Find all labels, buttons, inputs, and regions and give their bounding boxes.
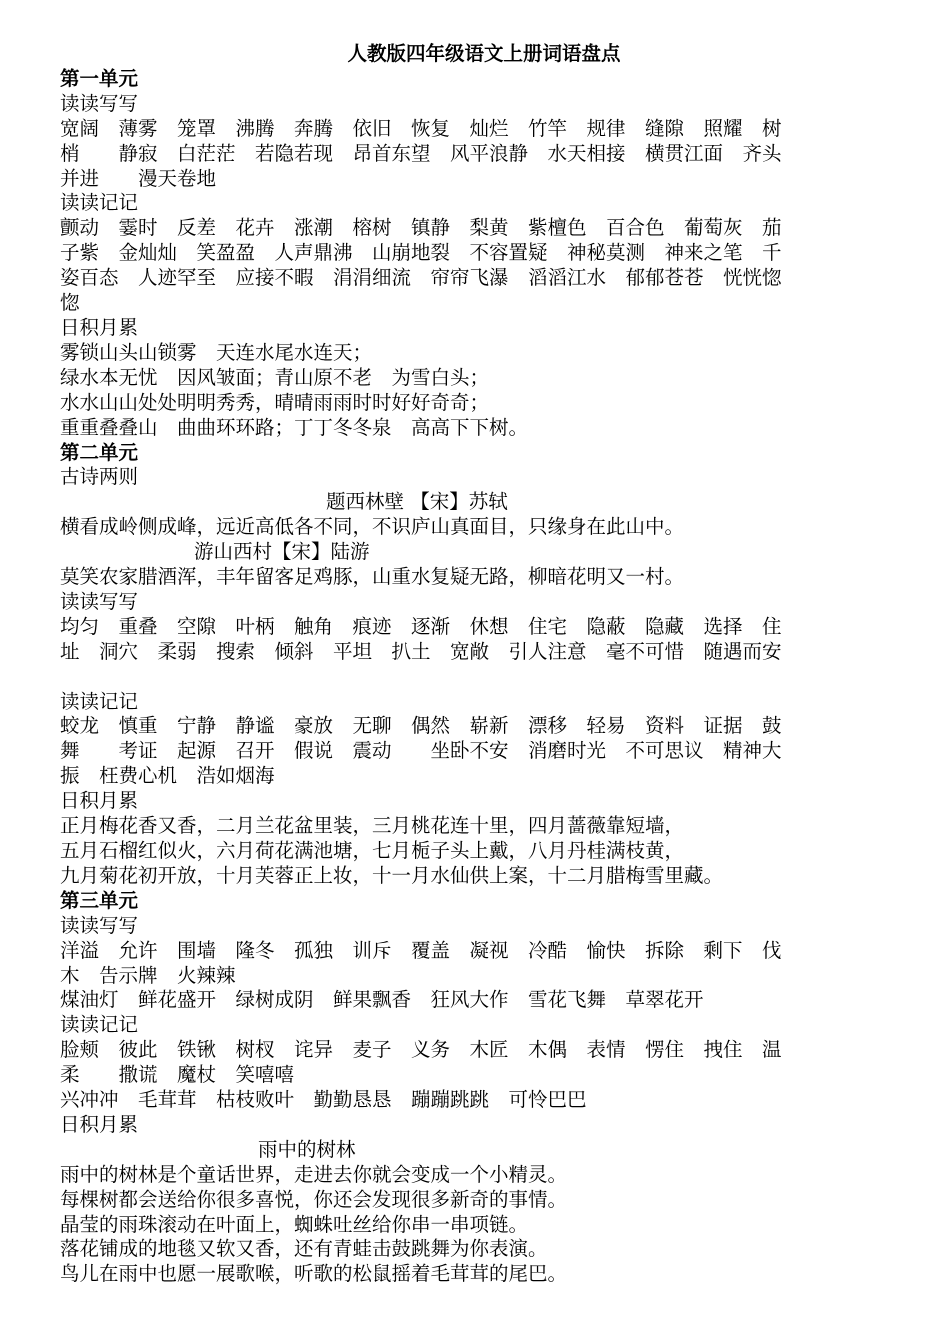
unit1-dudu-xiexie-line: 并进 漫天卷地 (60, 166, 217, 190)
unit3-poem-line: 雨中的树林是个童话世界，走进去你就会变成一个小精灵。 (60, 1162, 568, 1186)
unit1-dudu-jiji-line: 子紫 金灿灿 笑盈盈 人声鼎沸 山崩地裂 不容置疑 神秘莫测 神来之笔 千 (60, 241, 782, 265)
unit2-dudu-xiexie-line: 均匀 重叠 空隙 叶柄 触角 痕迹 逐渐 休想 住宅 隐蔽 隐藏 选择 住 (60, 614, 782, 638)
unit1-rijiyuelei-line: 水水山山处处明明秀秀，晴晴雨雨时时好好奇奇； (60, 390, 490, 414)
unit1-dudu-jiji-label: 读读记记 (60, 191, 139, 215)
unit1-dudu-jiji-line: 颤动 霎时 反差 花卉 涨潮 榕树 镇静 梨黄 紫檀色 百合色 葡萄灰 茄 (60, 216, 782, 240)
unit1-dudu-jiji-line: 姿百态 人迹罕至 应接不暇 涓涓细流 帘帘飞瀑 滔滔江水 郁郁苍苍 恍恍惚 (60, 266, 782, 290)
unit3-dudu-jiji-label: 读读记记 (60, 1013, 139, 1037)
unit3-dudu-xiexie-line: 洋溢 允许 围墙 隆冬 孤独 训斥 覆盖 凝视 冷酷 愉快 拆除 剩下 伐 (60, 938, 782, 962)
unit3-dudu-xiexie-line: 木 告示牌 火辣辣 (60, 963, 236, 987)
unit1-dudu-xiexie-label: 读读写写 (60, 91, 139, 115)
unit2-rijiyuelei-line: 五月石榴红似火，六月荷花满池塘，七月栀子头上戴，八月丹桂满枝黄， (60, 838, 685, 862)
unit2-dudu-xiexie-line: 址 洞穴 柔弱 搜索 倾斜 平坦 扒土 宽敞 引人注意 毫不可惜 随遇而安 (60, 639, 782, 663)
unit1-heading: 第一单元 (60, 66, 139, 90)
unit1-rijiyuelei-line: 重重叠叠山 曲曲环环路；丁丁冬冬泉 高高下下树。 (60, 415, 529, 439)
unit3-dudu-xiexie-label: 读读写写 (60, 913, 139, 937)
unit3-poem-line: 落花铺成的地毯又软又香，还有青蛙击鼓跳舞为你表演。 (60, 1237, 548, 1261)
unit1-dudu-xiexie-line: 宽阔 薄雾 笼罩 沸腾 奔腾 依旧 恢复 灿烂 竹竿 规律 缝隙 照耀 树 (60, 116, 782, 140)
unit2-dudu-jiji-line: 振 枉费心机 浩如烟海 (60, 764, 275, 788)
unit2-poem2-title: 游山西村【宋】陆游 (194, 540, 370, 564)
unit2-rijiyuelei-label: 日积月累 (60, 789, 139, 813)
unit2-gushi-label: 古诗两则 (60, 465, 139, 489)
unit3-dudu-jiji-line: 柔 撒谎 魔杖 笑嘻嘻 (60, 1063, 295, 1087)
unit2-dudu-jiji-label: 读读记记 (60, 689, 139, 713)
unit2-poem1-title: 题西林壁 【宋】苏轼 (326, 490, 508, 514)
unit2-rijiyuelei-line: 九月菊花初开放，十月芙蓉正上妆，十一月水仙供上案，十二月腊梅雪里藏。 (60, 863, 724, 887)
unit3-rijiyuelei-label: 日积月累 (60, 1112, 139, 1136)
unit3-poem-title: 雨中的树林 (258, 1137, 356, 1161)
unit3-poem-line: 鸟儿在雨中也愿一展歌喉，听歌的松鼠摇着毛茸茸的尾巴。 (60, 1262, 568, 1286)
unit2-dudu-jiji-line: 蛟龙 慎重 宁静 静谧 豪放 无聊 偶然 崭新 漂移 轻易 资料 证据 鼓 (60, 714, 782, 738)
unit3-dudu-jiji-line: 脸颊 彼此 铁锹 树杈 诧异 麦子 义务 木匠 木偶 表情 愣住 拽住 温 (60, 1038, 782, 1062)
unit3-dudu-jiji-line: 兴冲冲 毛茸茸 枯枝败叶 勤勤恳恳 蹦蹦跳跳 可怜巴巴 (60, 1088, 587, 1112)
blank-line (60, 665, 888, 690)
unit2-dudu-xiexie-label: 读读写写 (60, 589, 139, 613)
unit2-poem1-text: 横看成岭侧成峰，远近高低各不同，不识庐山真面目，只缘身在此山中。 (60, 515, 685, 539)
unit3-poem-line: 每棵树都会送给你很多喜悦，你还会发现很多新奇的事情。 (60, 1187, 568, 1211)
unit1-dudu-jiji-line: 惚 (60, 291, 80, 315)
unit3-heading: 第三单元 (60, 888, 139, 912)
unit1-dudu-xiexie-line: 梢 静寂 白茫茫 若隐若现 昂首东望 风平浪静 水天相接 横贯江面 齐头 (60, 141, 782, 165)
document-title: 人教版四年级语文上册词语盘点 (347, 42, 621, 65)
unit1-rijiyuelei-label: 日积月累 (60, 315, 139, 339)
unit1-rijiyuelei-line: 绿水本无忧 因风皱面；青山原不老 为雪白头； (60, 365, 490, 389)
unit2-dudu-jiji-line: 舞 考证 起源 召开 假说 震动 坐卧不安 消磨时光 不可思议 精神大 (60, 739, 782, 763)
unit2-rijiyuelei-line: 正月梅花香又香，二月兰花盆里装，三月桃花连十里，四月蔷薇靠短墙， (60, 814, 685, 838)
unit3-dudu-xiexie-line: 煤油灯 鲜花盛开 绿树成阴 鲜果飘香 狂风大作 雪花飞舞 草翠花开 (60, 988, 704, 1012)
unit3-poem-line: 晶莹的雨珠滚动在叶面上，蜘蛛吐丝给你串一串项链。 (60, 1212, 529, 1236)
unit2-poem2-text: 莫笑农家腊酒浑，丰年留客足鸡豚，山重水复疑无路，柳暗花明又一村。 (60, 565, 685, 589)
unit2-heading: 第二单元 (60, 440, 139, 464)
unit1-rijiyuelei-line: 雾锁山头山锁雾 天连水尾水连天； (60, 340, 373, 364)
